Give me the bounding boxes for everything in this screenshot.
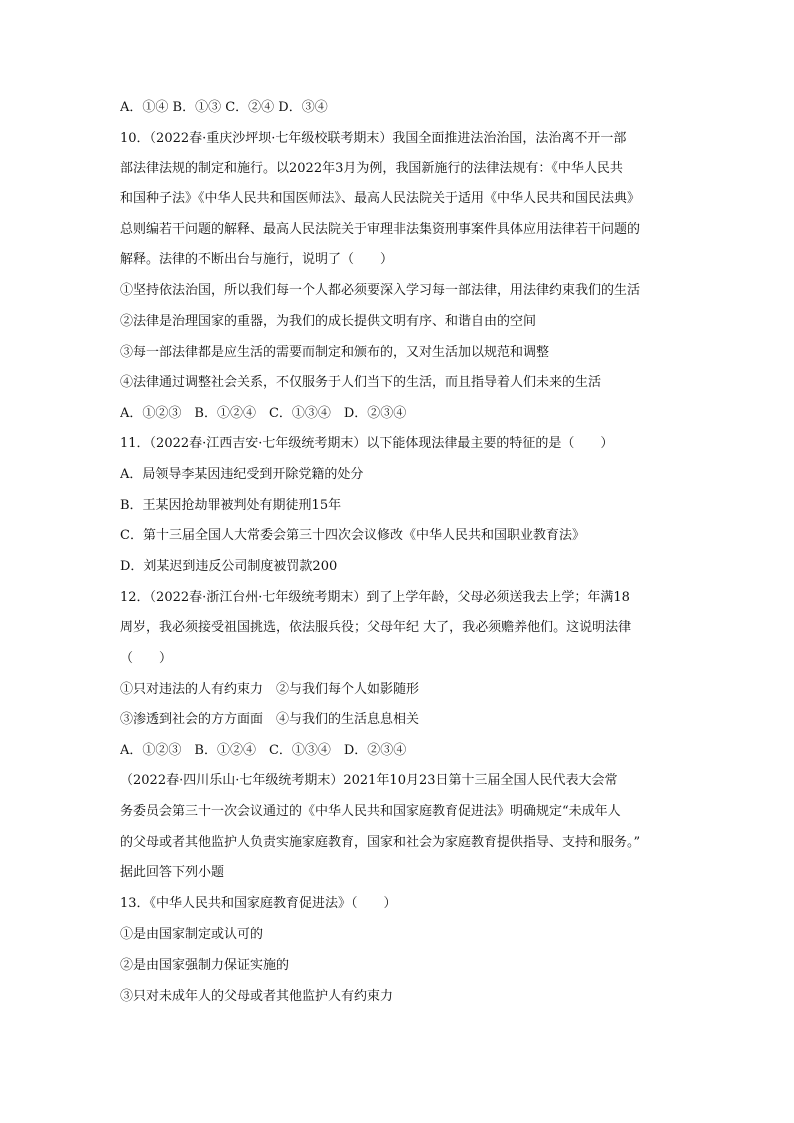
q11-option-a: A．局领导李某因违纪受到开除党籍的处分 (120, 467, 364, 482)
q11-option-b: B．王某因抢劫罪被判处有期徒刑15年 (120, 498, 342, 513)
q10-stem-line-3: 和国种子法》《中华人民共和国医师法》、最高人民法院关于适用《中华人民共和国民法典》 (120, 191, 641, 206)
q10-stem-line-4: 总则编若干问题的解释、最高人民法院关于审理非法集资刑事案件具体应用法律若干问题的 (120, 222, 641, 237)
q10-stem-line-5: 解释。法律的不断出台与施行，说明了（ ） (120, 252, 394, 267)
passage-line-1: （2022春·四川乐山·七年级统考期末）2021年10月23日第十三届全国人民代表大会常 (120, 773, 618, 788)
q10-options: A．①②③ B．①②④ C．①③④ D．②③④ (120, 406, 407, 421)
q13-stem: 13．《中华人民共和国家庭教育促进法》（ ） (120, 896, 397, 911)
q13-statement-1: ①是由国家制定或认可的 (120, 927, 264, 942)
q12-options: A．①②③ B．①②④ C．①③④ D．②③④ (120, 743, 407, 758)
q10-stem-line-1: 10．（2022春·重庆沙坪坝·七年级校联考期末）我国全面推进法治治国，法治离不开一部 (120, 131, 627, 146)
q12-statements-1: ①只对违法的人有约束力 ②与我们每个人如影随形 (120, 682, 420, 697)
q10-statement-2: ②法律是治理国家的重器，为我们的成长提供文明有序、和谐自由的空间 (120, 314, 537, 329)
q10-stem-line-2: 部法律法规的制定和施行。以2022年3月为例，我国新施行的法律法规有：《中华人民共 (120, 161, 623, 176)
q11-option-d: D．刘某迟到违反公司制度被罚款200 (120, 559, 338, 574)
q10-statement-3: ③每一部法律都是应生活的需要而制定和颁布的，又对生活加以规范和调整 (120, 345, 550, 360)
q10-statement-1: ①坚持依法治国，所以我们每一个人都必须要深入学习每一部法律，用法律约束我们的生活 (120, 283, 641, 298)
q9-options: A．①④ B．①③ C．②④ D．③④ (120, 100, 328, 115)
q11-stem: 11．（2022春·江西吉安·七年级统考期末）以下能体现法律最主要的特征的是（ ） (120, 436, 614, 451)
passage-line-4: 据此回答下列小题 (120, 865, 225, 880)
q12-stem-line-1: 12．（2022春·浙江台州·七年级统考期末）到了上学年龄，父母必须送我去上学；年满18 (120, 590, 630, 605)
passage-line-3: 的父母或者其他监护人负责实施家庭教育，国家和社会为家庭教育提供指导、支持和服务。” (120, 835, 641, 850)
q10-statement-4: ④法律通过调整社会关系，不仅服务于人们当下的生活，而且指导着人们未来的生活 (120, 375, 602, 390)
q13-statement-2: ②是由国家强制力保证实施的 (120, 958, 290, 973)
passage-line-2: 务委员会第三十一次会议通过的《中华人民共和国家庭教育促进法》明确规定“未成年人 (120, 804, 621, 819)
q12-stem-line-2: 周岁，我必须接受祖国挑选，依法服兵役；父母年纪 大了，我必须赡养他们。这说明法律 (120, 620, 632, 635)
q11-option-c: C．第十三届全国人大常委会第三十四次会议修改《中华人民共和国职业教育法》 (120, 528, 585, 543)
q12-answer-blank: （ ） (120, 651, 173, 666)
q13-statement-3: ③只对未成年人的父母或者其他监护人有约束力 (120, 989, 394, 1004)
q12-statements-2: ③渗透到社会的方方面面 ④与我们的生活息息相关 (120, 712, 420, 727)
